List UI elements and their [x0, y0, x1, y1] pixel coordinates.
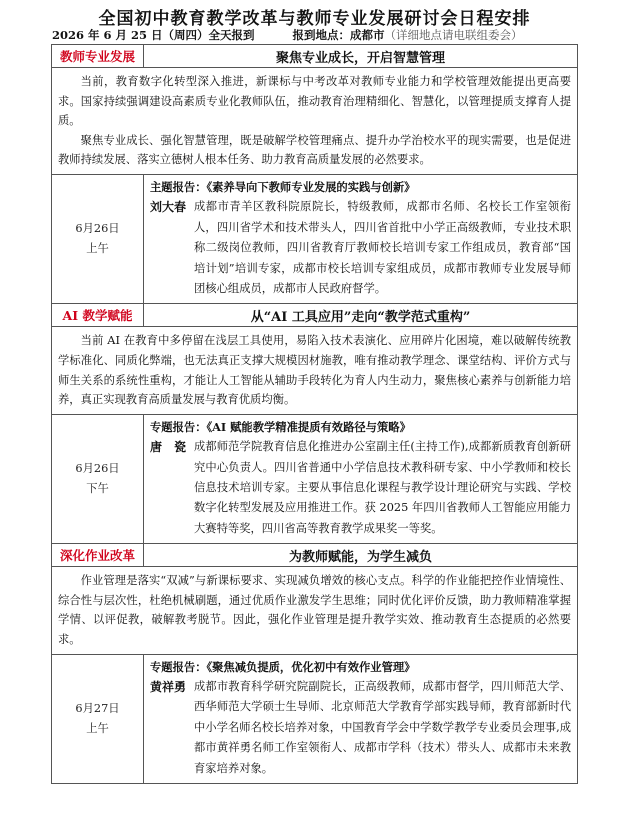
speaker-bio: 成都师范学院教育信息化推进办公室副主任(主持工作),成都新质教育创新研究中心负责人。四川省普通中小学信息技术教科研专家、中小学教师和校长信息技术培训专家。主要从事信息化课程与教学设计理论研究与实践、学校数字化转型发展及应用推进工作。获 2025 年四川省教师人工智能应用能力大赛特等奖，四川省高等教育教学成果奖一等奖。	[194, 440, 571, 535]
speaker-block	[150, 437, 571, 539]
intro-paragraph: 作业管理是落实“双减”与新课标要求、实现减负增效的核心支点。科学的作业能把控作业情境性、综合性与层次性，杜绝机械刷题，通过优质作业激发学生思维；同时优化评价反馈，助力教师精准掌握学情、以评促教，破解教考脱节。因此，强化作业管理是提升教学实效、推动教育生态提质的必然要求。	[58, 574, 571, 646]
section-banner	[52, 544, 578, 567]
session-row	[52, 414, 578, 543]
intro-paragraph: 当前，教育数字化转型深入推进，新课标与中考改革对教师专业能力和学校管理效能提出更高要求。国家持续强调建设高素质专业化教师队伍，推动教育治理精细化、智慧化，以管理提质支撑育人提质。	[58, 75, 571, 128]
session-row	[52, 654, 578, 783]
intro-paragraph: 聚焦专业成长、强化智慧管理，既是破解学校管理痛点、提升办学治校水平的现实需要，也是促进教师持续发展、落实立德树人根本任务、助力教育高质量发展的必然要求。	[58, 133, 571, 167]
session-period: 上午	[86, 721, 109, 735]
section-banner	[52, 304, 578, 327]
speaker-bio: 成都市教育科学研究院副院长，正高级教师，成都市督学，四川师范大学、西华师范大学硕士生导师、北京师范大学教育学部实践导师，教育部新时代中小学名师名校长培养对象，中国教育学会中学数学教学专业委员会理事,成都市黄祥勇名师工作室领衔人、成都市学科（技术）带头人、成都市未来教育家培养对象。	[194, 680, 571, 775]
section-label: 深化作业改革	[52, 544, 144, 567]
location-note: （详细地点请电联组委会）	[384, 28, 523, 42]
location-value: 成都市	[350, 28, 385, 42]
session-period: 下午	[86, 482, 109, 495]
talk-title: 主题报告：《素养导向下教师专业发展的实践与创新》	[150, 179, 416, 194]
section-theme: 为教师赋能，为学生减负	[144, 544, 578, 567]
talk-cell	[144, 174, 578, 303]
speaker-name: 刘大春	[150, 200, 187, 215]
section-intro-row	[52, 327, 578, 414]
session-row	[52, 174, 578, 303]
session-period: 上午	[86, 242, 109, 256]
talk-cell	[144, 654, 578, 783]
speaker-block	[150, 677, 571, 779]
talk-title: 专题报告：《聚焦减负提质，优化初中有效作业管理》	[150, 659, 416, 674]
session-date-cell	[52, 174, 144, 303]
location-label: 报到地点：	[292, 28, 351, 42]
section-intro-row	[52, 68, 578, 175]
section-theme: 从“AI 工具应用”走向“教学范式重构”	[144, 304, 578, 327]
section-intro-row	[52, 567, 578, 654]
section-intro	[52, 68, 578, 175]
page-title: 全国初中教育教学改革与教师专业发展研讨会日程安排	[98, 9, 531, 29]
session-date-cell	[52, 414, 144, 543]
section-banner	[52, 45, 578, 68]
section-label: AI 教学赋能	[52, 304, 144, 327]
speaker-name: 唐 瓷	[150, 440, 187, 455]
registration-date: 2026 年 6 月 25 日（周四）全天报到	[52, 28, 255, 42]
section-intro	[52, 327, 578, 414]
speaker-bio: 成都市青羊区教科院原院长，特级教师，成都市名师、名校长工作室领衔人，四川省学术和技术带头人，四川省首批中小学正高级教师，专业技术职称二级岗位教师，四川省教育厅教师校长培训专家工作组成员，教育部“国培计划”培训专家，成都市校长培训专家组成员，成都市教师专业发展导师团核心组成员，成都市人民政府督学。	[194, 200, 571, 295]
session-date: 6月26日	[75, 222, 120, 236]
session-date-cell	[52, 654, 144, 783]
section-label: 教师专业发展	[52, 45, 144, 68]
section-theme: 聚焦专业成长，开启智慧管理	[144, 45, 578, 68]
section-intro	[52, 567, 578, 654]
talk-title: 专题报告：《AI 赋能教学精准提质有效路径与策略》	[150, 419, 411, 434]
schedule-table	[51, 44, 578, 784]
session-date: 6月26日	[75, 462, 120, 475]
intro-paragraph: 当前 AI 在教育中多停留在浅层工具使用，易陷入技术表演化、应用碎片化困境，难以破解传统教学标准化、同质化弊端，也无法真正支撑大规模因材施教，唯有推动教学理念、课堂结构、评价方式与师生关系的系统性重构，才能让人工智能从辅助手段转化为育人内生动力，聚焦核心素养与创新能力培养，真正实现教育高质量发展与教育优质均衡。	[58, 334, 571, 407]
speaker-name: 黄祥勇	[150, 680, 187, 694]
session-date: 6月27日	[75, 701, 120, 715]
registration-line	[52, 27, 612, 43]
speaker-block	[150, 197, 571, 299]
talk-cell	[144, 414, 578, 543]
